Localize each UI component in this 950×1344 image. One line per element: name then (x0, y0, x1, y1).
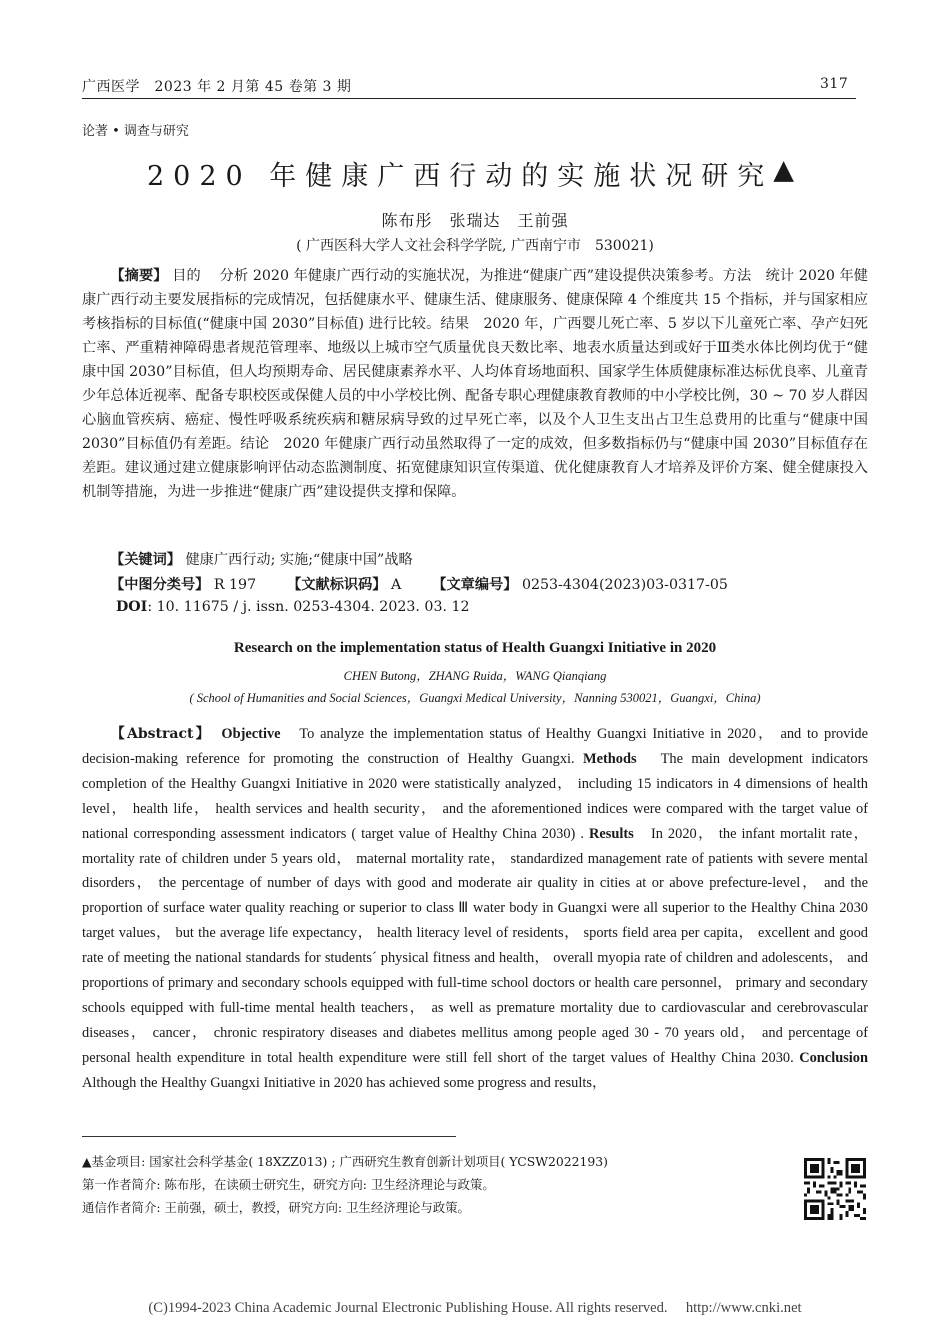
abstract-zh-label: 【摘要】 (110, 268, 168, 284)
doi-value: : 10. 11675 / j. issn. 0253-4304. 2023. 03. 12 (147, 599, 470, 615)
title-block (0, 154, 950, 193)
doi-label: DOI (116, 599, 148, 615)
objective-text: To analyze the implementation status of Healthy Guangxi Initiative in 2020， and to provide decision-making reference for promoting the construction of Healthy Guangxi. (82, 726, 868, 767)
keywords (110, 549, 413, 569)
keywords-label: 【关键词】 (110, 552, 181, 568)
abstract-en (82, 722, 868, 1096)
footnote-first-author: 第一作者简介: 陈布彤，在读硕士研究生，研究方向: 卫生经济理论与政策。 (82, 1177, 495, 1192)
journal-header: 广西医学 2023 年 2 月第 45 卷第 3 期 (82, 79, 352, 95)
page-number: 317 (820, 76, 849, 92)
header-rule (82, 98, 856, 99)
fund-marker: ▲ (773, 154, 804, 186)
classification-line (110, 574, 728, 594)
objective-label: Objective (221, 726, 281, 742)
keywords-text: 健康广西行动; 实施;“健康中国”战略 (185, 552, 413, 568)
qr-code-icon (804, 1158, 866, 1220)
doc-code-value: A (391, 577, 402, 593)
abstract-zh-text: 目的 分析 2020 年健康广西行动的实施状况，为推进“健康广西”建设提供决策参考。方法 统计 2020 年健康广西行动主要发展指标的完成情况，包括健康水平、健康生活、健康服务、健康保障 4 个维度共 15 个指标，并与国家相应考核指标的目标值(“健康中国 2030”目标值) 进行比较。结果 2020 年，广西婴儿死亡率、5 岁以下儿童死亡率、孕产妇死亡率、严重精神障碍患者规范管理率、地级以上城市空气质量优良天数比率、地表水质量达到或好于Ⅲ类水体比例均优于“健康中国 2030”目标值，但人均预期寿命、居民健康素养水平、人均体育场地面积、国家学生体质健康标准达标优良率、儿童青少年总体近视率、配备专职校医或保健人员的中小学校比例、配备专职心理健康教育教师的中小学校比例，30 ~ 70 岁人群因心脑血管疾病、癌症、慢性呼吸系统疾病和糖尿病导致的过早死亡率，以及个人卫生支出占卫生总费用的比重与“健康中国 2030”目标值仍有差距。结论 2020 年健康广西行动虽然取得了一定的成效，但多数指标仍与“健康中国 2030”目标值存在差距。建议通过建立健康影响评估动态监测制度、拓宽健康知识宣传渠道、优化健康教育人才培养及评价方案、健全健康投入机制等措施，为进一步推进“健康广西”建设提供支撑和保障。 (82, 268, 868, 500)
abstract-en-label: 【Abstract】 (110, 726, 205, 742)
abstract-zh (82, 264, 868, 504)
english-affiliation: ( School of Humanities and Social Sciences，Guangxi Medical University，Nanning 530021，Guangxi，China) (189, 691, 761, 705)
column-label: 论著 • 调查与研究 (82, 124, 189, 139)
article-number-label: 【文章编号】 (432, 577, 518, 593)
affiliation-zh: ( 广西医科大学人文社会科学学院, 广西南宁市 530021) (296, 238, 654, 254)
doc-code-label: 【文献标识码】 (287, 577, 387, 593)
conclusion-label: Conclusion (799, 1049, 868, 1066)
footnote-corresponding-author: 通信作者简介: 王前强，硕士，教授，研究方向: 卫生经济理论与政策。 (82, 1200, 470, 1215)
footnote-fund: ▲基金项目: 国家社会科学基金( 18XZZ013) ; 广西研究生教育创新计划项目( YCSW2022193) (82, 1154, 608, 1169)
footnote-rule (82, 1136, 456, 1137)
copyright-watermark: (C)1994-2023 China Academic Journal Electronic Publishing House. All rights reserved. http://www.cnki.net (148, 1300, 802, 1316)
results-label: Results (588, 825, 634, 842)
page-title: 2020 年健康广西行动的实施状况研究 (146, 161, 774, 192)
conclusion-text: Although the Healthy Guangxi Initiative in 2020 has achieved some progress and results， (82, 1074, 607, 1091)
doi-line (116, 599, 470, 615)
results-text: In 2020， the infant mortalit rate， mortality rate of children under 5 years old， maternal mortality rate， standardized management rate of patients with severe mental disorders， the percentage of number of days with good and moderate air quality in cities at or above prefecture-level， and the proportion of surface water quality reaching or superior to class Ⅲ water body in Guangxi were all superior to the Healthy China 2030 target values， but the average life expectancy， health literacy level of residents， sports field area per capita， excellent and good rate of meeting the national standards for students´ physical fitness and health， overall myopia rate of children and adolescents， and proportions of primary and secondary schools equipped with full-time school doctors or health care personnel， primary and secondary schools equipped with full-time mental health teachers， as well as premature mortality due to cardiovascular and cerebrovascular diseases， cancer， chronic respiratory diseases and diabetes mellitus among people aged 30 - 70 years old， and percentage of personal health expenditure in total health expenditure were still fell short of the target values of Healthy China 2030. (82, 825, 868, 1066)
english-authors: CHEN Butong，ZHANG Ruida，WANG Qianqiang (343, 669, 607, 683)
english-title: Research on the implementation status of Health Guangxi Initiative in 2020 (233, 640, 717, 656)
authors-zh: 陈布彤 张瑞达 王前强 (381, 211, 569, 230)
methods-label: Methods (583, 750, 637, 767)
methods-text: The main development indicators completion of the Healthy Guangxi Initiative in 2020 were statistically analyzed， including 15 indicators in 4 dimensions of health level， health life， health services and health security， and the aforementioned indices were compared with the target value of national corresponding assessment indicators ( target value of Healthy China 2030) . (82, 750, 868, 842)
article-number-value: 0253-4304(2023)03-0317-05 (521, 577, 728, 593)
clc-label: 【中图分类号】 (110, 577, 210, 593)
clc-value: R 197 (213, 577, 257, 593)
